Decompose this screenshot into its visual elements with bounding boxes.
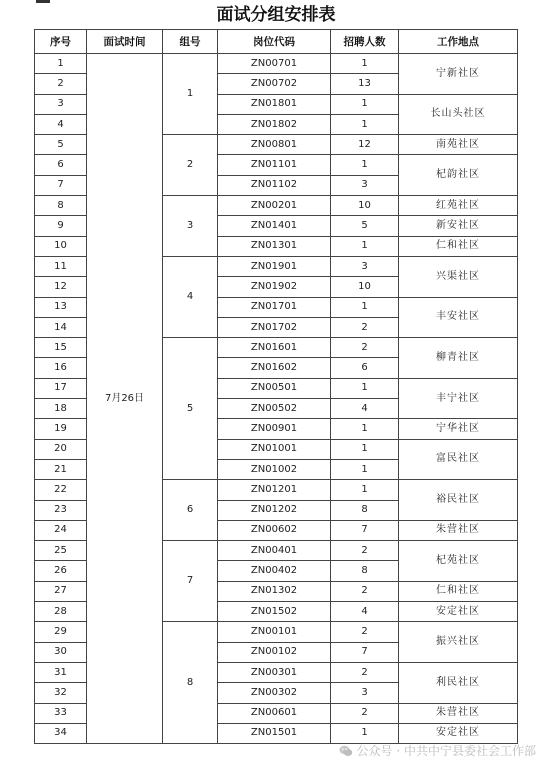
header-no: 序号: [35, 30, 87, 54]
header-position-code: 岗位代码: [218, 30, 331, 54]
recruit-count: 2: [331, 338, 399, 358]
row-number: 31: [35, 662, 87, 682]
position-code: ZN00801: [218, 135, 331, 155]
position-code: ZN01902: [218, 277, 331, 297]
work-location: 仁和社区: [399, 581, 518, 601]
position-code: ZN01302: [218, 581, 331, 601]
position-code: ZN00702: [218, 74, 331, 94]
row-number: 15: [35, 338, 87, 358]
work-location: 富民社区: [399, 439, 518, 480]
work-location: 杞苑社区: [399, 541, 518, 582]
group-number: 8: [163, 622, 218, 744]
group-number: 1: [163, 54, 218, 135]
position-code: ZN00901: [218, 419, 331, 439]
position-code: ZN01202: [218, 500, 331, 520]
position-code: ZN01401: [218, 216, 331, 236]
row-number: 26: [35, 561, 87, 581]
row-number: 20: [35, 439, 87, 459]
work-location: 兴渠社区: [399, 256, 518, 297]
work-location: 仁和社区: [399, 236, 518, 256]
work-location: 裕民社区: [399, 480, 518, 521]
position-code: ZN01701: [218, 297, 331, 317]
position-code: ZN01801: [218, 94, 331, 114]
work-location: 丰宁社区: [399, 378, 518, 419]
position-code: ZN01702: [218, 317, 331, 337]
row-number: 18: [35, 399, 87, 419]
work-location: 丰安社区: [399, 297, 518, 338]
work-location: 朱营社区: [399, 520, 518, 540]
group-number: 5: [163, 338, 218, 480]
page-fragment-mark: [36, 0, 50, 3]
position-code: ZN01602: [218, 358, 331, 378]
recruit-count: 1: [331, 378, 399, 398]
row-number: 32: [35, 683, 87, 703]
work-location: 柳青社区: [399, 338, 518, 379]
row-number: 29: [35, 622, 87, 642]
row-number: 3: [35, 94, 87, 114]
work-location: 宁华社区: [399, 419, 518, 439]
group-number: 7: [163, 541, 218, 622]
recruit-count: 3: [331, 175, 399, 195]
recruit-count: 4: [331, 602, 399, 622]
header-group: 组号: [163, 30, 218, 54]
interview-date: 7月26日: [87, 54, 163, 744]
row-number: 16: [35, 358, 87, 378]
table-row: [35, 54, 518, 74]
row-number: 7: [35, 175, 87, 195]
position-code: ZN00701: [218, 54, 331, 74]
position-code: ZN01802: [218, 114, 331, 134]
position-code: ZN01601: [218, 338, 331, 358]
recruit-count: 3: [331, 683, 399, 703]
position-code: ZN01502: [218, 602, 331, 622]
recruit-count: 1: [331, 419, 399, 439]
row-number: 24: [35, 520, 87, 540]
recruit-count: 12: [331, 135, 399, 155]
row-number: 8: [35, 196, 87, 216]
position-code: ZN01901: [218, 256, 331, 276]
row-number: 10: [35, 236, 87, 256]
position-code: ZN01501: [218, 723, 331, 743]
position-code: ZN00402: [218, 561, 331, 581]
row-number: 33: [35, 703, 87, 723]
row-number: 9: [35, 216, 87, 236]
header-interview-time: 面试时间: [87, 30, 163, 54]
row-number: 11: [35, 256, 87, 276]
group-number: 2: [163, 135, 218, 196]
row-number: 1: [35, 54, 87, 74]
work-location: 利民社区: [399, 662, 518, 703]
work-location: 安定社区: [399, 602, 518, 622]
work-location: 长山头社区: [399, 94, 518, 135]
recruit-count: 2: [331, 581, 399, 601]
recruit-count: 3: [331, 256, 399, 276]
recruit-count: 1: [331, 723, 399, 743]
recruit-count: 7: [331, 642, 399, 662]
row-number: 23: [35, 500, 87, 520]
position-code: ZN00201: [218, 196, 331, 216]
recruit-count: 10: [331, 277, 399, 297]
recruit-count: 2: [331, 662, 399, 682]
row-number: 22: [35, 480, 87, 500]
header-row: [35, 30, 518, 54]
recruit-count: 2: [331, 541, 399, 561]
row-number: 17: [35, 378, 87, 398]
row-number: 30: [35, 642, 87, 662]
recruit-count: 4: [331, 399, 399, 419]
row-number: 19: [35, 419, 87, 439]
position-code: ZN01201: [218, 480, 331, 500]
row-number: 2: [35, 74, 87, 94]
recruit-count: 1: [331, 94, 399, 114]
row-number: 27: [35, 581, 87, 601]
position-code: ZN00101: [218, 622, 331, 642]
header-location: 工作地点: [399, 30, 518, 54]
recruit-count: 8: [331, 561, 399, 581]
recruit-count: 8: [331, 500, 399, 520]
recruit-count: 1: [331, 480, 399, 500]
row-number: 14: [35, 317, 87, 337]
recruit-count: 2: [331, 622, 399, 642]
wechat-icon: [339, 744, 353, 758]
position-code: ZN01102: [218, 175, 331, 195]
work-location: 杞韵社区: [399, 155, 518, 196]
header-recruit-count: 招聘人数: [331, 30, 399, 54]
watermark-text: 公众号 · 中共中宁县委社会工作部: [356, 744, 536, 758]
work-location: 宁新社区: [399, 54, 518, 95]
group-number: 4: [163, 256, 218, 337]
row-number: 13: [35, 297, 87, 317]
position-code: ZN01301: [218, 236, 331, 256]
recruit-count: 6: [331, 358, 399, 378]
work-location: 南苑社区: [399, 135, 518, 155]
schedule-table: [34, 29, 518, 744]
row-number: 34: [35, 723, 87, 743]
recruit-count: 5: [331, 216, 399, 236]
recruit-count: 1: [331, 54, 399, 74]
position-code: ZN00502: [218, 399, 331, 419]
recruit-count: 1: [331, 297, 399, 317]
work-location: 红苑社区: [399, 196, 518, 216]
recruit-count: 7: [331, 520, 399, 540]
work-location: 新安社区: [399, 216, 518, 236]
position-code: ZN00501: [218, 378, 331, 398]
row-number: 28: [35, 602, 87, 622]
recruit-count: 1: [331, 439, 399, 459]
position-code: ZN00401: [218, 541, 331, 561]
row-number: 21: [35, 459, 87, 479]
recruit-count: 10: [331, 196, 399, 216]
group-number: 3: [163, 196, 218, 257]
recruit-count: 2: [331, 703, 399, 723]
recruit-count: 2: [331, 317, 399, 337]
position-code: ZN00602: [218, 520, 331, 540]
work-location: 安定社区: [399, 723, 518, 743]
position-code: ZN00102: [218, 642, 331, 662]
recruit-count: 1: [331, 236, 399, 256]
recruit-count: 1: [331, 459, 399, 479]
work-location: 朱营社区: [399, 703, 518, 723]
work-location: 振兴社区: [399, 622, 518, 663]
position-code: ZN00301: [218, 662, 331, 682]
position-code: ZN00302: [218, 683, 331, 703]
row-number: 4: [35, 114, 87, 134]
row-number: 25: [35, 541, 87, 561]
position-code: ZN01002: [218, 459, 331, 479]
row-number: 5: [35, 135, 87, 155]
group-number: 6: [163, 480, 218, 541]
page-title: 面试分组安排表: [216, 5, 336, 25]
recruit-count: 1: [331, 155, 399, 175]
row-number: 12: [35, 277, 87, 297]
recruit-count: 1: [331, 114, 399, 134]
position-code: ZN00601: [218, 703, 331, 723]
position-code: ZN01001: [218, 439, 331, 459]
watermark: [339, 742, 536, 759]
recruit-count: 13: [331, 74, 399, 94]
row-number: 6: [35, 155, 87, 175]
position-code: ZN01101: [218, 155, 331, 175]
